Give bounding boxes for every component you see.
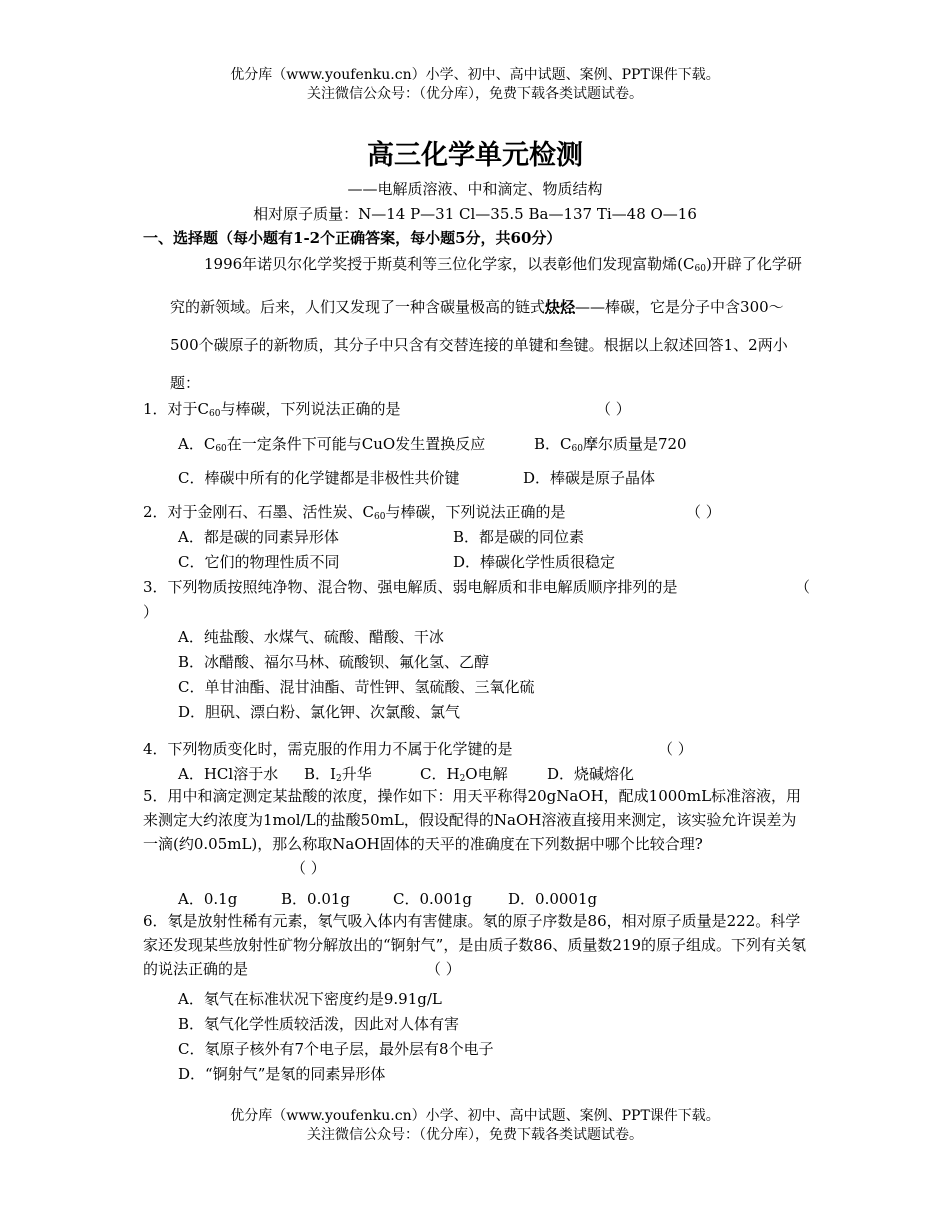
header-line-2: 关注微信公众号：（优分库），免费下载各类试题试卷。 — [307, 86, 643, 102]
header-line-1: 优分库（www.youfenku.cn）小学、初中、高中试题、案例、PPT课件下载。 — [230, 67, 720, 83]
q5-answer-paren: （ ） — [291, 859, 326, 877]
q3-option-c: C．单甘油酯、混甘油酯、苛性钾、氢硫酸、三氧化硫 — [178, 678, 535, 696]
q6-answer-paren: （ ） — [426, 960, 461, 978]
q2-option-d: D．棒碳化学性质很稳定 — [453, 553, 616, 571]
q5-option-d: D．0.0001g — [508, 890, 598, 908]
section-heading: 一、选择题（每小题有1-2个正确答案，每小题5分，共60分） — [143, 229, 562, 247]
q2-option-a: A．都是碳的同素异形体 — [178, 528, 339, 546]
q3-paren-open: （ — [795, 578, 811, 596]
q2-answer-paren: （ ） — [686, 503, 721, 521]
q1-stem: 1．对于$C_{60}$与棒碳，下列说法正确的是 — [143, 400, 401, 419]
atomic-masses: 相对原子质量：N—14 P—31 Cl—35.5 Ba—137 Ti—48 O—16 — [253, 205, 697, 223]
page-title: 高三化学单元检测 — [367, 140, 583, 171]
q6-option-a: A．氡气在标准状况下密度约是9.91g/L — [178, 990, 442, 1008]
q1-option-a: A．$C_{60}$在一定条件下可能与CuO发生置换反应 — [178, 435, 486, 454]
q5-option-a: A．0.1g — [178, 890, 238, 908]
q5-option-c: C．0.001g — [393, 890, 473, 908]
footer-line-1: 优分库（www.youfenku.cn）小学、初中、高中试题、案例、PPT课件下载。 — [230, 1108, 720, 1124]
q4-option-c: C．$H_2O$电解 — [420, 765, 508, 784]
q4-option-d: D．烧碱熔化 — [547, 765, 635, 783]
q3-stem: 3．下列物质按照纯净物、混合物、强电解质、弱电解质和非电解质顺序排列的是 — [143, 578, 678, 596]
intro-paragraph: 1996年诺贝尔化学奖授于斯莫利等三位化学家，以表彰他们发现富勒烯$(C_{60})$开辟了化学研究的新领域。后来，人们又发现了一种含碳量极高的链式炔烃——棒碳，它是分子中含300～500个碳原子的新物质，其分子中只含有交替连接的单键和叁键。根据以上叙述回答1、2两小题： — [170, 255, 802, 392]
footer-line-2: 关注微信公众号：（优分库），免费下载各类试题试卷。 — [307, 1127, 643, 1143]
q6-option-b: B．氡气化学性质较活泼，因此对人体有害 — [178, 1015, 460, 1033]
q2-option-c: C．它们的物理性质不同 — [178, 553, 340, 571]
q2-stem: 2．对于金刚石、石墨、活性炭、$C_{60}$与棒碳，下列说法正确的是 — [143, 503, 566, 522]
q4-stem: 4．下列物质变化时，需克服的作用力不属于化学键的是 — [143, 740, 513, 758]
q6-option-d: D．“锕射气”是氡的同素异形体 — [178, 1065, 386, 1083]
q1-option-b: B．$C_{60}$摩尔质量是720 — [534, 435, 687, 454]
alkyne-emphasis: 炔烃 — [545, 298, 576, 316]
q1-option-d: D．棒碳是原子晶体 — [523, 469, 656, 487]
q3-option-a: A．纯盐酸、水煤气、硫酸、醋酸、干冰 — [178, 628, 444, 646]
q3-option-d: D．胆矾、漂白粉、氯化钾、次氯酸、氯气 — [178, 703, 461, 721]
q5-option-b: B．0.01g — [281, 890, 351, 908]
q4-answer-paren: （ ） — [658, 740, 693, 758]
q6-stem: 6．氡是放射性稀有元素，氡气吸入体内有害健康。氡的原子序数是86，相对原子质量是222。科学家还发现某些放射性矿物分解放出的“锕射气”，是由质子数86、质量数219的原子组成。下列有关氡的说法正确的是 （ ） — [143, 912, 807, 978]
q4-option-b: B．$I_2$升华 — [304, 765, 372, 784]
q1-answer-paren: （ ） — [596, 400, 631, 418]
q1-option-c: C．棒碳中所有的化学键都是非极性共价键 — [178, 469, 460, 487]
q4-option-a: A．HCl溶于水 — [178, 765, 279, 783]
q3-paren-close: ） — [143, 603, 159, 621]
q5-stem: 5．用中和滴定测定某盐酸的浓度，操作如下：用天平称得20gNaOH，配成1000mL标准溶液，用来测定大约浓度为1mol/L的盐酸50mL，假设配得的NaOH溶液直接用来测定，该实验允许误差为一滴(约0.05mL)，那么称取NaOH固体的天平的准确度在下列数据中哪个比较合理?（ ） — [143, 787, 802, 877]
q2-option-b: B．都是碳的同位素 — [453, 528, 585, 546]
q6-option-c: C．氡原子核外有7个电子层，最外层有8个电子 — [178, 1040, 494, 1058]
q3-option-b: B．冰醋酸、福尔马林、硫酸钡、氟化氢、乙醇 — [178, 653, 490, 671]
subtitle: ——电解质溶液、中和滴定、物质结构 — [347, 180, 603, 198]
